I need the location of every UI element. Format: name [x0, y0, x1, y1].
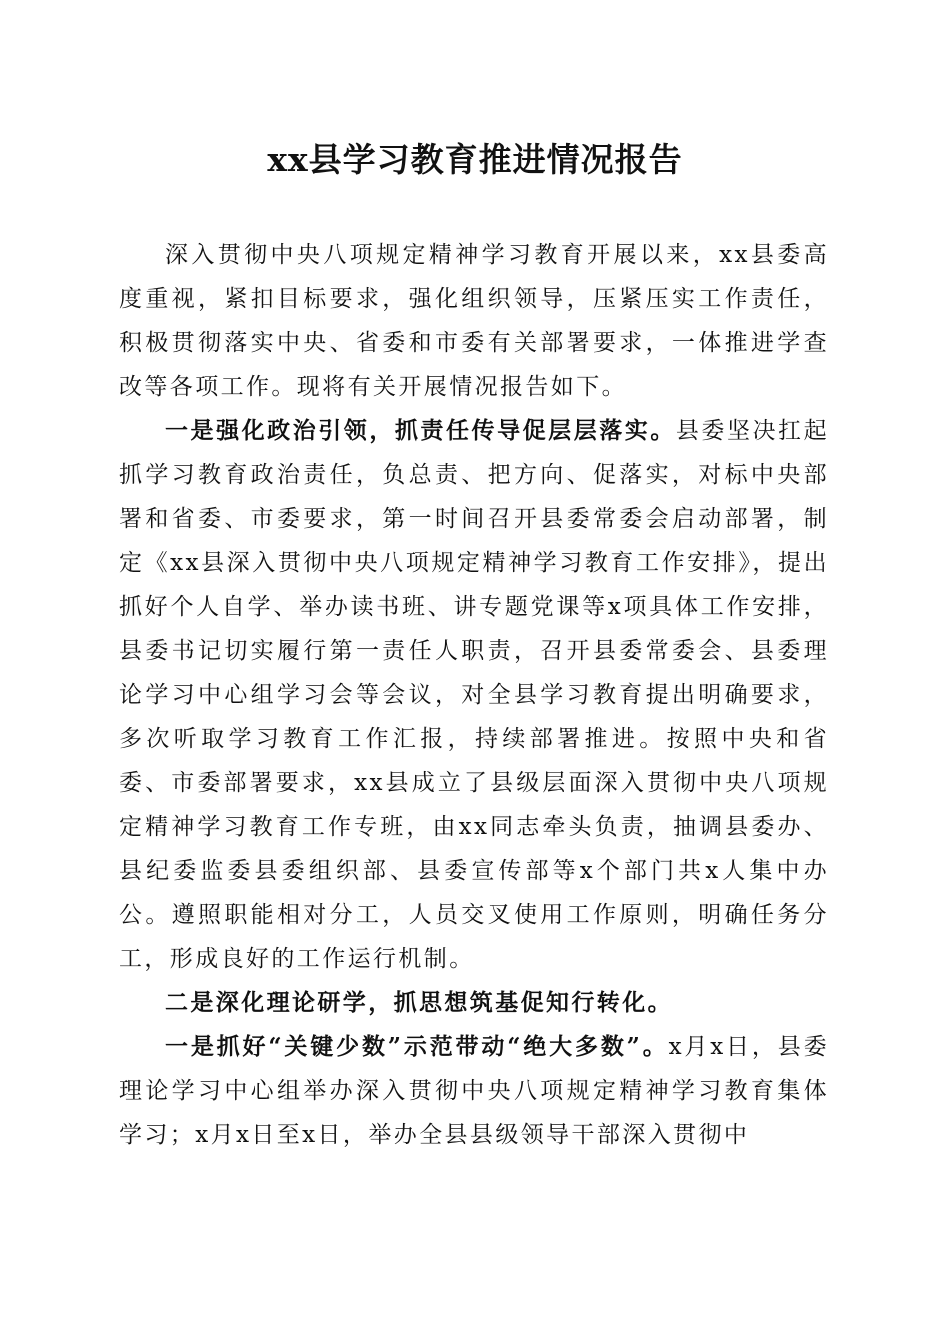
paragraph-section-two-heading	[119, 981, 829, 1025]
paragraph-subsection-one	[119, 1025, 829, 1157]
paragraph-text: 县委坚决扛起抓学习教育政治责任，负总责、把方向、促落实，对标中央部署和省委、市委要求，第一时间召开县委常委会启动部署，制定《xx县深入贯彻中央八项规定精神学习教育工作安排》，提出抓好个人自学、举办读书班、讲专题党课等x项具体工作安排，县委书记切实履行第一责任人职责，召开县委常委会、县委理论学习中心组学习会等会议，对全县学习教育提出明确要求，多次听取学习教育工作汇报，持续部署推进。按照中央和省委、市委部署要求，xx县成立了县级层面深入贯彻中央八项规定精神学习教育工作专班，由xx同志牵头负责，抽调县委办、县纪委监委县委组织部、县委宣传部等x个部门共x人集中办公。遵照职能相对分工，人员交叉使用工作原则，明确任务分工，形成良好的工作运行机制。	[119, 418, 829, 972]
paragraph-text: 深入贯彻中央八项规定精神学习教育开展以来，xx县委高度重视，紧扣目标要求，强化组织领导，压紧压实工作责任，积极贯彻落实中央、省委和市委有关部署要求，一体推进学查改等各项工作。现将有关开展情况报告如下。	[119, 242, 829, 400]
paragraph-section-one	[119, 409, 829, 981]
paragraph-lead: 二是深化理论研学，抓思想筑基促知行转化。	[165, 989, 673, 1016]
paragraph-text: x月x日，县委理论学习中心组举办深入贯彻中央八项规定精神学习教育集体学习；x月x日至x日，举办全县县级领导干部深入贯彻中	[119, 1034, 829, 1148]
document-body	[119, 233, 829, 1157]
paragraph-intro	[119, 233, 829, 409]
paragraph-lead: 一是抓好“关键少数”示范带动“绝大多数”。	[165, 1033, 669, 1060]
paragraph-lead: 一是强化政治引领，抓责任传导促层层落实。	[165, 417, 676, 444]
document-title: xx县学习教育推进情况报告	[267, 140, 683, 179]
